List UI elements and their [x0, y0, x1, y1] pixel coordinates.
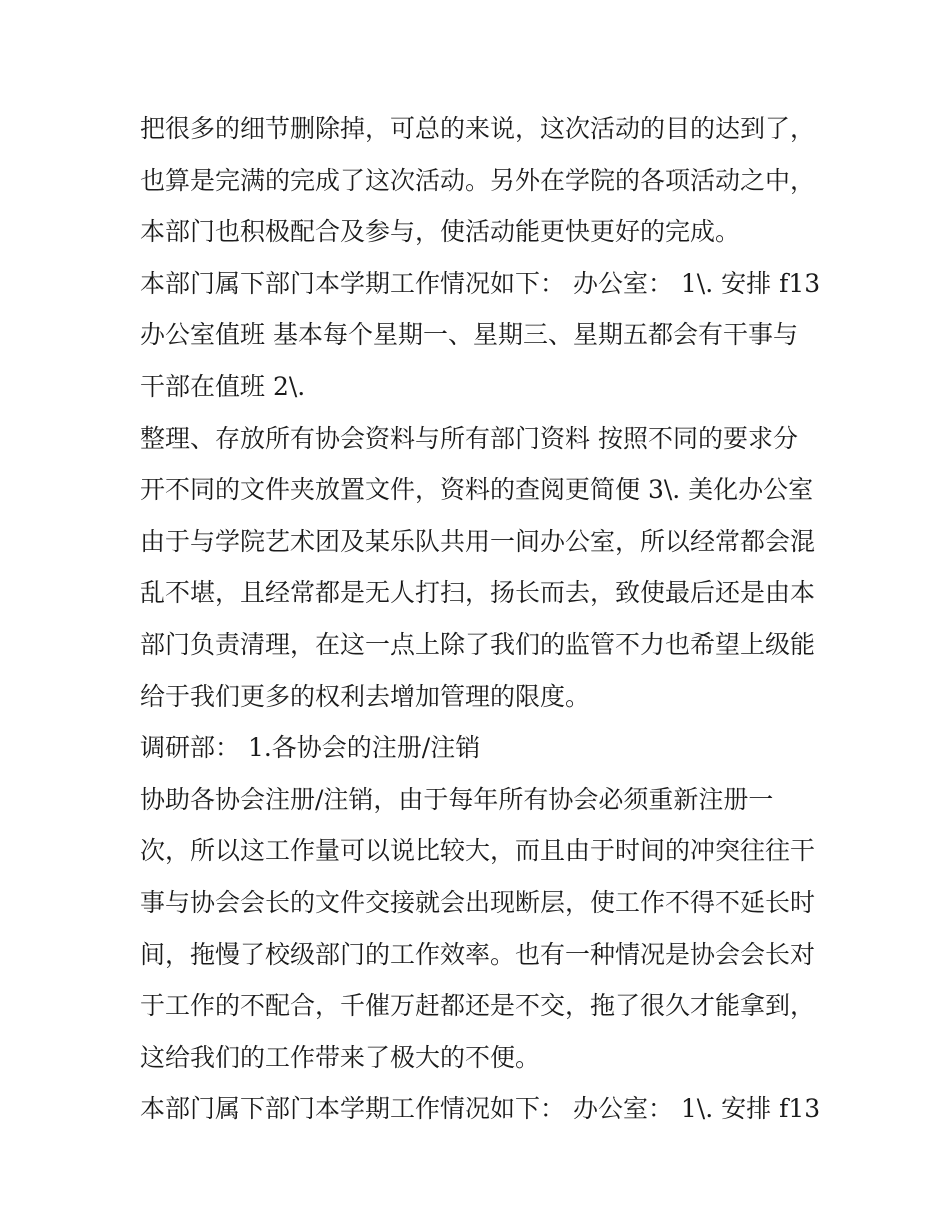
text-line: 整理、存放所有协会资料与所有部门资料 按照不同的要求分	[140, 423, 798, 453]
text-line: 本部门也积极配合及参与，使活动能更快更好的完成。	[140, 217, 741, 247]
text-line: 办公室值班 基本每个星期一、星期三、星期五都会有干事与	[140, 320, 798, 350]
text-line: 开不同的文件夹放置文件，资料的查阅更简便 3\. 美化办公室	[140, 475, 814, 505]
text-line: 干部在值班 2\.	[140, 371, 306, 401]
text-line: 把很多的细节删除掉，可总的来说，这次活动的目的达到了，	[140, 114, 816, 143]
text-line: 乱不堪，且经常都是无人打扫，扬长而去，致使最后还是由本	[140, 578, 816, 608]
text-line: 也算是完满的完成了这次活动。另外在学院的各项活动之中，	[140, 165, 816, 195]
text-line: 协助各协会注册/注销，由于每年所有协会必须重新注册一	[140, 784, 774, 814]
text-line: 本部门属下部门本学期工作情况如下： 办公室： 1\. 安排 f13	[140, 268, 821, 298]
text-line: 由于与学院艺术团及某乐队共用一间办公室，所以经常都会混	[140, 526, 816, 556]
text-line: 这给我们的工作带来了极大的不便。	[140, 1042, 541, 1072]
text-line: 事与协会会长的文件交接就会出现断层，使工作不得不延长时	[140, 887, 816, 917]
document-body	[140, 103, 830, 1135]
text-line: 部门负责清理，在这一点上除了我们的监管不力也希望上级能	[140, 629, 816, 659]
text-line: 于工作的不配合，千催万赶都还是不交，拖了很久才能拿到，	[140, 991, 816, 1021]
text-line: 次，所以这工作量可以说比较大，而且由于时间的冲突往往干	[140, 836, 816, 866]
text-line: 调研部： 1.各协会的注册/注销	[140, 733, 481, 763]
text-line: 本部门属下部门本学期工作情况如下： 办公室： 1\. 安排 f13	[140, 1094, 821, 1124]
text-line: 给于我们更多的权利去增加管理的限度。	[140, 681, 591, 711]
text-line: 间，拖慢了校级部门的工作效率。也有一种情况是协会会长对	[140, 939, 816, 969]
